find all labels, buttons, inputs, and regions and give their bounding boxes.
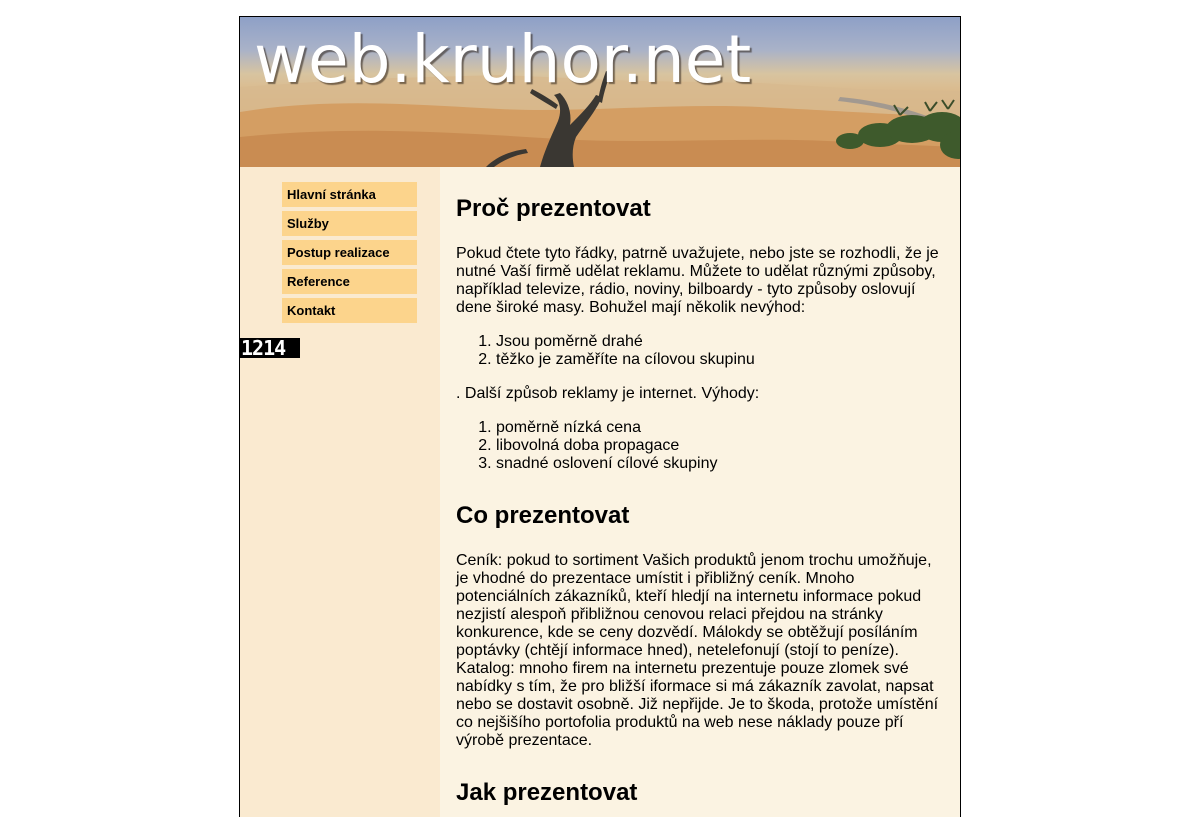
disadvantages-list	[456, 333, 946, 369]
internet-intro-paragraph: . Další způsob reklamy je internet. Výhody:	[456, 385, 760, 402]
menu-item-contact[interactable]: Kontakt	[282, 298, 417, 323]
what-present-paragraph: Ceník: pokud to sortiment Vašich produktů jenom trochu umožňuje, je vhodné do prezentace umístit i přibližný ceník. Mnoho potenciálních zákazníků, kteří hledjí na internetu informace pokud nezjistí alespoň přibližnou cenovou relaci přejdou na stránky konkurence, kde se ceny dozvědí. Málokdy se obtěžují posíláním poptávky (chtějí informace hned), netelefonují (stojí to peníze). Katalog: mnoho firem na internetu prezentuje pouze zlomek své nabídky s tím, že pro bližší iformace si má zákazník zavolat, napsat nebo se dostavit osobně. Již nepřijde. Je to škoda, protože umístění co nejšišího portofolia produktů na web nese náklady pouze pří výrobě prezentace.	[456, 552, 939, 749]
menu-item-services[interactable]: Služby	[282, 211, 417, 236]
list-item: 3. snadné oslovení cílové skupiny	[496, 455, 946, 473]
visit-counter: 1214	[240, 338, 300, 358]
list-item: 2. libovolná doba propagace	[496, 437, 946, 455]
page-frame	[239, 16, 961, 817]
list-item: 1. poměrně nízká cena	[496, 419, 946, 437]
menu-item-references[interactable]: Reference	[282, 269, 417, 294]
heading-why-present: Proč prezentovat	[456, 195, 651, 222]
main-content	[456, 167, 946, 817]
menu-item-process[interactable]: Postup realizace	[282, 240, 417, 265]
main-menu	[282, 182, 417, 327]
heading-what-present: Co prezentovat	[456, 502, 630, 529]
advantages-list	[456, 419, 946, 473]
menu-item-home[interactable]: Hlavní stránka	[282, 182, 417, 207]
intro-paragraph: Pokud čtete tyto řádky, patrně uvažujete, nebo jste se rozhodli, že je nutné Vaší firmě udělat reklamu. Můžete to udělat různými způsoby, například televize, rádio, noviny, bilboardy - tyto způsoby oslovují dene široké masy. Bohužel mají několik nevýhod:	[456, 245, 939, 316]
list-item: 1. Jsou poměrně drahé	[496, 333, 946, 351]
heading-how-present: Jak prezentovat	[456, 779, 638, 806]
site-title: web.kruhor.net	[254, 21, 752, 98]
sidebar	[240, 167, 440, 817]
header-banner	[240, 17, 960, 167]
list-item: 2. těžko je zaměříte na cílovou skupinu	[496, 351, 946, 369]
